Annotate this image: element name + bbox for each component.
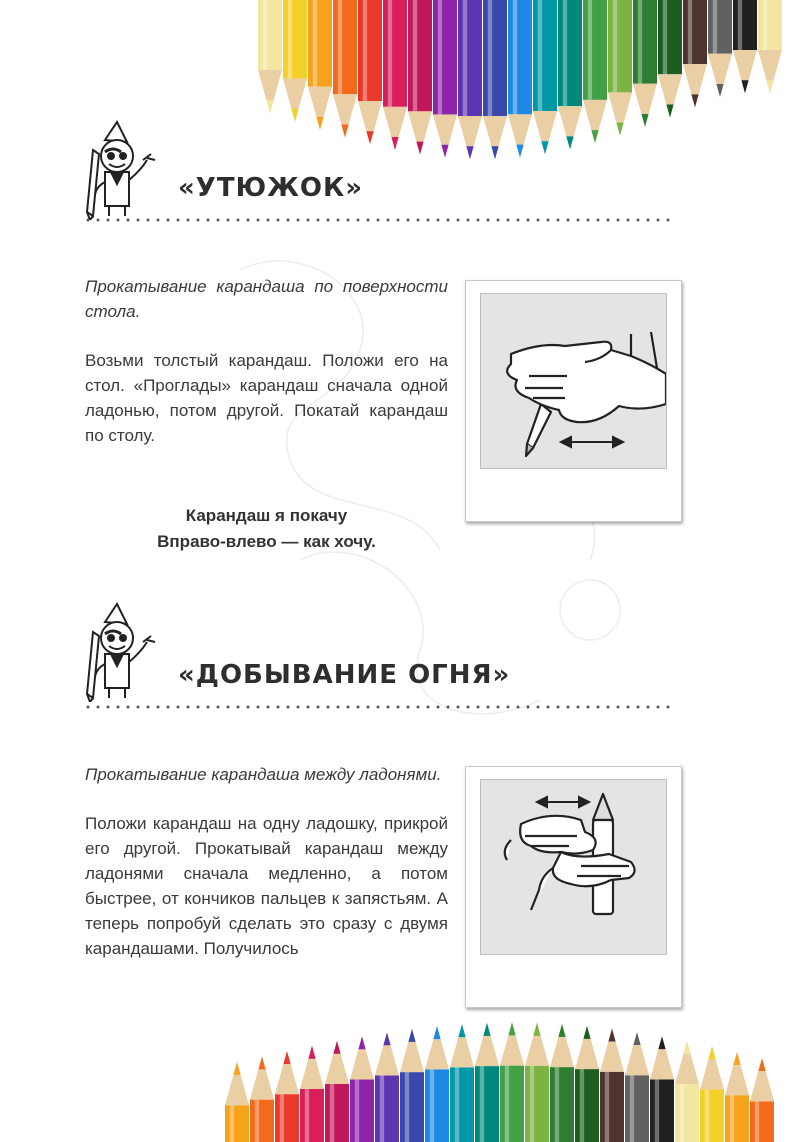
illustration-card-rolling-between-palms bbox=[465, 766, 682, 1008]
section-text-dobyvanie-ognya bbox=[85, 762, 448, 961]
illustration-card-rolling-on-table bbox=[465, 280, 682, 522]
section-instructions: Возьми толстый карандаш. Положи его на стол. «Проглады» карандаш сначала одной ладонью, потом другой. Покатай карандаш по столу. bbox=[85, 351, 448, 445]
rhyme bbox=[85, 503, 448, 555]
double-arrow-icon bbox=[561, 437, 623, 447]
bottom-pencil-border bbox=[0, 1012, 800, 1142]
section-subtitle: Прокатывание карандаша между ладонями. bbox=[85, 765, 442, 784]
section-title-utyuzhok: «УТЮЖОК» bbox=[178, 173, 364, 203]
dotted-divider bbox=[83, 705, 673, 709]
pencil-mascot-icon bbox=[75, 602, 165, 702]
section-instructions: Положи карандаш на одну ладошку, прикрой его другой. Прокатывай карандаш между ладонями сначала медленно, а потом быстрее, от кончиков пальцев к запястьям. А теперь попробуй сделать это сразу с двумя карандашами. Получилось bbox=[85, 814, 448, 958]
double-arrow-icon bbox=[537, 797, 589, 807]
section-title-dobyvanie-ognya: «ДОБЫВАНИЕ ОГНЯ» bbox=[178, 660, 511, 690]
section-text-utyuzhok bbox=[85, 274, 448, 448]
section-subtitle: Прокатывание карандаша по поверхности стола. bbox=[85, 277, 448, 321]
rhyme-line: Карандаш я покачу bbox=[185, 506, 348, 525]
illustration-palms-rolling-pencil bbox=[480, 779, 667, 955]
rhyme-line: Вправо-влево — как хочу. bbox=[157, 532, 376, 551]
pencil-mascot-icon bbox=[75, 120, 165, 220]
illustration-hand-rolling-pencil bbox=[480, 293, 667, 469]
dotted-divider bbox=[83, 218, 673, 222]
